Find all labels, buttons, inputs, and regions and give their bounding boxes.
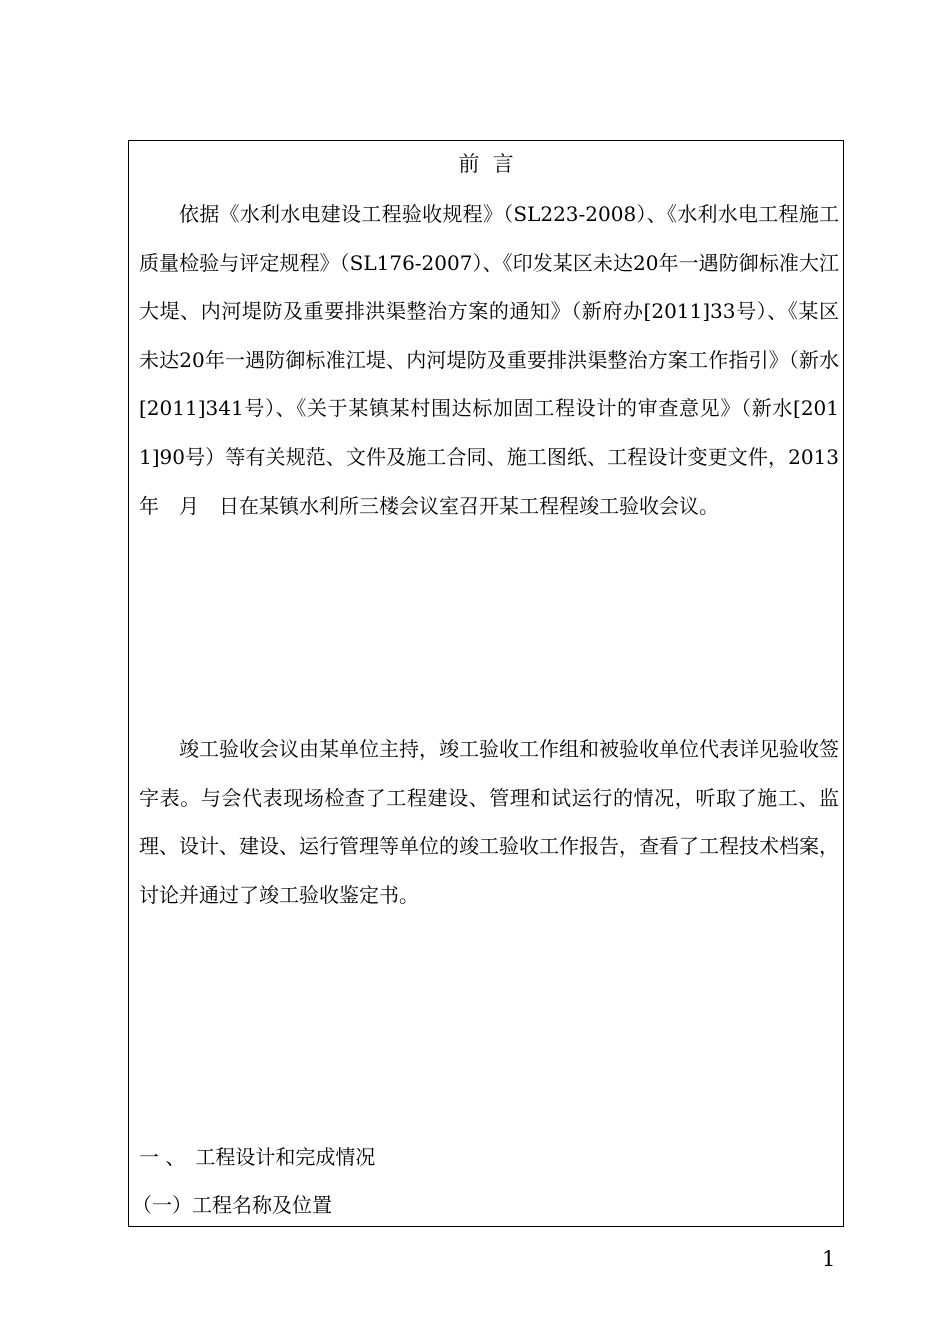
subsection-heading: （一）工程名称及位置 — [132, 1193, 332, 1217]
document-title: 前 言 — [458, 152, 514, 176]
document-frame — [128, 140, 844, 1227]
section-heading: 一 、 工程设计和完成情况 — [139, 1145, 376, 1169]
paragraph-basis: 依据《水利水电建设工程验收规程》（SL223-2008）、《水利水电工程施工质量检验与评定规程》（SL176-2007）、《印发某区未达20年一遇防御标准大江大堤、内河堤防及重要排洪渠整治方案的通知》（新府办[2011]33号）、《某区未达20年一遇防御标准江堤、内河堤防及重要排洪渠整治方案工作指引》（新水[2011]341号）、《关于某镇某村围达标加固工程设计的审查意见》（新水[2011]90号）等有关规范、文件及施工合同、施工图纸、工程设计变更文件，2013年 月 日在某镇水利所三楼会议室召开某工程程竣工验收会议。 — [139, 202, 839, 518]
paragraph-meeting: 竣工验收会议由某单位主持，竣工验收工作组和被验收单位代表详见验收签字表。与会代表现场检查了工程建设、管理和试运行的情况，听取了施工、监理、设计、建设、运行管理等单位的竣工验收工作报告，查看了工程技术档案，讨论并通过了竣工验收鉴定书。 — [139, 737, 839, 907]
page-number: 1 — [822, 1247, 836, 1271]
